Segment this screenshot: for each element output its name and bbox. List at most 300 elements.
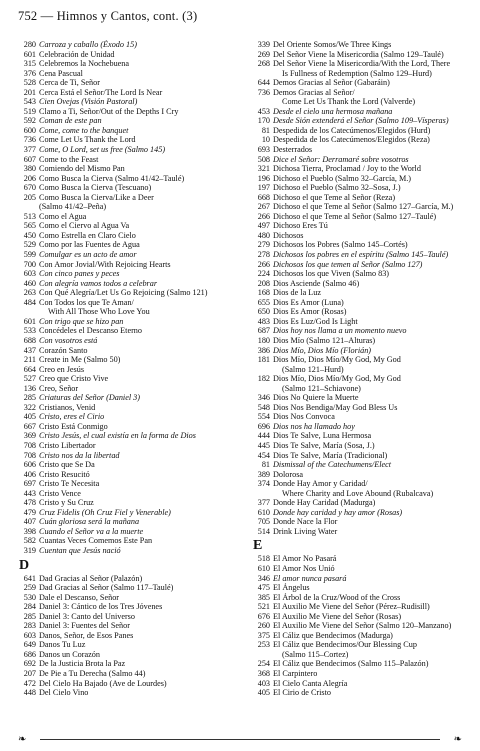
entry-continuation: Where Charity and Love Abound (Rubalcava) bbox=[282, 488, 434, 498]
index-entry bbox=[18, 593, 246, 603]
entry-title: Dichoso el que Teme al Señor (Salmo 127–Taulé) bbox=[273, 211, 437, 221]
index-entry bbox=[252, 412, 474, 422]
entry-title: Como el Ciervo al Agua Va bbox=[39, 221, 130, 231]
entry-title: Con alegría vamos todos a celebrar bbox=[39, 278, 158, 288]
entry-title: Donde Nace la Flor bbox=[273, 517, 338, 527]
entry-number: 514 bbox=[257, 526, 270, 536]
index-entry bbox=[252, 583, 474, 593]
index-entry bbox=[18, 508, 246, 518]
index-entry bbox=[252, 298, 474, 308]
entry-number: 170 bbox=[257, 116, 270, 126]
entry-title: Como Busca la Cierva/Like a Deer bbox=[39, 192, 154, 202]
entry-number: 655 bbox=[257, 297, 270, 307]
index-entry bbox=[252, 431, 474, 441]
index-entry bbox=[18, 650, 246, 660]
entry-title: El Auxilio Me Viene del Señor (Pérez–Rudisill) bbox=[273, 602, 430, 612]
entry-number: 208 bbox=[257, 278, 270, 288]
entry-number: 207 bbox=[23, 669, 36, 678]
index-entry bbox=[252, 593, 474, 603]
index-entry bbox=[18, 640, 246, 650]
entry-title: Cena Pascual bbox=[39, 68, 83, 78]
index-entry bbox=[18, 269, 246, 279]
entry-title: Del Cielo Ha Bajado (Ave de Lourdes) bbox=[39, 678, 167, 688]
entry-title: Cristo Vence bbox=[39, 488, 81, 498]
entry-number: 472 bbox=[23, 678, 36, 688]
index-entry bbox=[18, 546, 246, 556]
entry-title: Concédeles el Descanso Eterno bbox=[39, 326, 142, 336]
index-entry bbox=[252, 183, 474, 193]
fleuron-left-icon: ❧ bbox=[18, 734, 27, 745]
entry-number: 601 bbox=[23, 316, 36, 326]
entry-number: 285 bbox=[23, 393, 36, 403]
entry-number: 600 bbox=[23, 125, 36, 135]
index-entry bbox=[252, 470, 474, 480]
index-entry bbox=[252, 107, 474, 117]
entry-number: 405 bbox=[23, 412, 36, 422]
entry-number: 284 bbox=[23, 602, 36, 612]
entry-title: Celebración de Unidad bbox=[39, 49, 115, 59]
entry-title: Como por las Fuentes de Agua bbox=[39, 240, 140, 250]
entry-number: 453 bbox=[257, 106, 270, 116]
entry-title: Donde Hay Amor y Caridad/ bbox=[273, 479, 368, 489]
index-entry bbox=[252, 307, 474, 317]
index-entry bbox=[18, 365, 246, 375]
entry-title: Dichoso el Pueblo (Salmo 32–García, M.) bbox=[273, 173, 412, 183]
entry-title: Dios Es Amor (Luna) bbox=[273, 297, 344, 307]
index-entry bbox=[18, 631, 246, 641]
entry-number: 263 bbox=[23, 288, 36, 298]
entry-number: 521 bbox=[257, 602, 270, 612]
index-entry bbox=[18, 355, 246, 365]
entry-title: Drink Living Water bbox=[273, 526, 338, 536]
entry-number: 693 bbox=[257, 145, 270, 155]
index-entry bbox=[252, 78, 474, 88]
index-entry bbox=[18, 536, 246, 546]
entry-number: 368 bbox=[257, 669, 270, 678]
entry-number: 668 bbox=[257, 192, 270, 202]
entry-number: 607 bbox=[23, 154, 36, 164]
index-entry bbox=[252, 126, 474, 136]
entry-number: 380 bbox=[23, 164, 36, 174]
entry-number: 687 bbox=[257, 326, 270, 336]
entry-number: 81 bbox=[261, 125, 270, 135]
index-entry bbox=[252, 612, 474, 622]
entry-number: 81 bbox=[261, 460, 270, 470]
entry-title: Dichosos los Pobres (Salmo 145–Cortés) bbox=[273, 240, 408, 250]
entry-number: 460 bbox=[23, 278, 36, 288]
entry-title: Dismissal of the Catechumens/Elect bbox=[273, 460, 392, 470]
entry-number: 407 bbox=[23, 517, 36, 527]
entry-title: Dichosos bbox=[273, 230, 304, 240]
index-entry bbox=[18, 69, 246, 79]
entry-title: Con Qué Alegría/Let Us Go Rejoicing (Salmo 121) bbox=[39, 288, 208, 298]
entry-number: 705 bbox=[257, 517, 270, 527]
index-entry bbox=[18, 346, 246, 356]
entry-number: 599 bbox=[23, 250, 36, 260]
entry-number: 548 bbox=[257, 402, 270, 412]
entry-title: Dichoso Eres Tú bbox=[273, 221, 328, 231]
index-entry bbox=[18, 317, 246, 327]
entry-number: 565 bbox=[23, 221, 36, 231]
entry-title: Con trigo que se hizo pan bbox=[39, 316, 124, 326]
index-entry bbox=[252, 508, 474, 518]
entry-title: Con cinco panes y peces bbox=[39, 269, 120, 279]
entry-title: Come Let Us Thank the Lord bbox=[39, 135, 136, 145]
entry-title: El amor nunca pasará bbox=[273, 573, 347, 583]
page-header: 752 — Himnos y Cantos, cont. (3) bbox=[18, 9, 198, 23]
entry-title: Cuentan que Jesús nació bbox=[39, 545, 121, 555]
entry-number: 478 bbox=[23, 498, 36, 508]
entry-title: El Auxilio Me Viene del Señor (Salmo 120–Manzano) bbox=[273, 621, 452, 631]
entry-number: 405 bbox=[257, 688, 270, 698]
entry-title: Criaturas del Señor (Daniel 3) bbox=[39, 393, 140, 403]
entry-number: 376 bbox=[23, 68, 36, 78]
entry-title: Donde Hay Caridad (Madurga) bbox=[273, 498, 376, 508]
entry-title: Create in Me (Salmo 50) bbox=[39, 355, 121, 365]
index-entry bbox=[18, 669, 246, 679]
entry-number: 610 bbox=[257, 507, 270, 517]
entry-number: 377 bbox=[257, 498, 270, 508]
index-entry bbox=[252, 279, 474, 289]
entry-number: 528 bbox=[23, 78, 36, 88]
entry-title: Del Cielo Vino bbox=[39, 688, 89, 698]
entry-title: El Carpintero bbox=[273, 669, 318, 678]
entry-number: 180 bbox=[257, 335, 270, 345]
index-entry bbox=[18, 393, 246, 403]
index-entry bbox=[18, 250, 246, 260]
index-column-right bbox=[252, 40, 474, 698]
index-entry bbox=[18, 97, 246, 107]
entry-number: 315 bbox=[23, 59, 36, 69]
index-entry bbox=[18, 621, 246, 631]
entry-title: Come, come to the banquet bbox=[39, 125, 129, 135]
index-entry bbox=[18, 135, 246, 145]
index-entry bbox=[18, 336, 246, 346]
entry-title: Dios Nos Bendiga/May God Bless Us bbox=[273, 402, 398, 412]
entry-number: 708 bbox=[23, 450, 36, 460]
entry-number: 519 bbox=[23, 106, 36, 116]
entry-title: Como el Agua bbox=[39, 211, 87, 221]
entry-number: 279 bbox=[257, 240, 270, 250]
section-letter-d: D bbox=[19, 557, 30, 573]
entry-title: Comulgar es un acto de amor bbox=[39, 250, 137, 260]
entry-title: Dios Mío, Dios Mío/My God, My God bbox=[273, 355, 401, 365]
entry-title: Dichosos los que temen al Señor (Salmo 127) bbox=[273, 259, 423, 269]
entry-number: 454 bbox=[257, 450, 270, 460]
entry-title: Con Todos los que Te Aman/ bbox=[39, 297, 134, 307]
entry-number: 649 bbox=[23, 640, 36, 650]
index-entry bbox=[18, 479, 246, 489]
entry-title: Cuando el Señor va a la muerte bbox=[39, 526, 144, 536]
index-entry bbox=[18, 574, 246, 584]
index-entry bbox=[18, 260, 246, 270]
entry-title: Cuantas Veces Comemos Este Pan bbox=[39, 536, 153, 546]
index-entry bbox=[18, 441, 246, 451]
entry-title: Carroza y caballo (Éxodo 15) bbox=[39, 40, 137, 49]
entry-title: El Cielo Canta Alegría bbox=[273, 678, 348, 688]
entry-title: Dichoso el Pueblo (Salmo 32–Sosa, J.) bbox=[273, 183, 401, 193]
entry-number: 319 bbox=[23, 545, 36, 555]
entry-number: 278 bbox=[257, 250, 270, 260]
index-entry bbox=[252, 288, 474, 298]
index-entry bbox=[252, 574, 474, 584]
index-entry bbox=[18, 412, 246, 422]
index-entry bbox=[252, 527, 474, 537]
index-entry bbox=[18, 212, 246, 222]
entry-number: 322 bbox=[23, 402, 36, 412]
entry-title: Dale el Descanso, Señor bbox=[39, 592, 120, 602]
index-entry bbox=[18, 78, 246, 88]
entry-title: Dice el Señor: Derramaré sobre vosotros bbox=[273, 154, 409, 164]
index-entry bbox=[252, 221, 474, 231]
entry-number: 254 bbox=[257, 659, 270, 669]
index-entry bbox=[252, 202, 474, 212]
index-entry bbox=[252, 40, 474, 50]
entry-title: Dios hoy nos llama a un momento nuevo bbox=[273, 326, 407, 336]
index-entry bbox=[252, 193, 474, 203]
index-entry bbox=[252, 145, 474, 155]
entry-title: Desde el cielo una hermosa mañana bbox=[273, 106, 393, 116]
index-column-left bbox=[18, 40, 246, 698]
index-entry bbox=[252, 517, 474, 527]
entry-title: Cristo Resucitó bbox=[39, 469, 90, 479]
index-entry bbox=[18, 489, 246, 499]
entry-title: Creo que Cristo Vive bbox=[39, 374, 109, 384]
entry-number: 10 bbox=[261, 135, 270, 145]
entry-number: 479 bbox=[23, 507, 36, 517]
index-entry bbox=[252, 659, 474, 669]
index-entry bbox=[252, 679, 474, 689]
entry-continuation: (Salmo 121–Schiavone) bbox=[282, 383, 361, 393]
index-entry bbox=[18, 326, 246, 336]
index-entry bbox=[252, 135, 474, 145]
entry-title: Dichoso el que Teme al Señor (Reza) bbox=[273, 192, 396, 202]
index-entry bbox=[18, 612, 246, 622]
index-entry bbox=[18, 50, 246, 60]
index-entry bbox=[18, 384, 246, 394]
entry-number: 603 bbox=[23, 269, 36, 279]
entry-title: Con Amor Jovial/With Rejoicing Hearts bbox=[39, 259, 171, 269]
entry-number: 688 bbox=[23, 335, 36, 345]
index-entry bbox=[252, 355, 474, 365]
entry-title: Como Estrella en Claro Cielo bbox=[39, 230, 136, 240]
entry-number: 543 bbox=[23, 97, 36, 107]
index-entry bbox=[18, 583, 246, 593]
index-entry bbox=[252, 59, 474, 69]
entry-title: Dios Es Luz/God Is Light bbox=[273, 316, 358, 326]
index-entry bbox=[252, 564, 474, 574]
entry-number: 483 bbox=[257, 316, 270, 326]
index-entry bbox=[252, 346, 474, 356]
index-entry bbox=[252, 441, 474, 451]
entry-number: 692 bbox=[23, 659, 36, 669]
entry-number: 136 bbox=[23, 383, 36, 393]
entry-title: De la Justicia Brota la Paz bbox=[39, 659, 126, 669]
entry-number: 253 bbox=[257, 640, 270, 650]
index-entry bbox=[252, 250, 474, 260]
entry-number: 497 bbox=[257, 221, 270, 231]
index-entry bbox=[18, 517, 246, 527]
entry-title: El Amor Nos Unió bbox=[273, 563, 335, 573]
entry-title: Cerca Está el Señor/The Lord Is Near bbox=[39, 87, 163, 97]
index-entry bbox=[18, 422, 246, 432]
entry-title: Cristo que Se Da bbox=[39, 460, 95, 470]
entry-title: (Salmo 41/42–Peña) bbox=[39, 202, 107, 212]
entry-number: 644 bbox=[257, 78, 270, 88]
index-entry bbox=[18, 202, 246, 212]
entry-title: Como Busca la Cierva (Salmo 41/42–Taulé) bbox=[39, 173, 185, 183]
index-entry bbox=[18, 498, 246, 508]
entry-title: Comiendo del Mismo Pan bbox=[39, 164, 125, 174]
index-entry bbox=[252, 479, 474, 489]
entry-number: 700 bbox=[23, 259, 36, 269]
entry-number: 403 bbox=[257, 678, 270, 688]
index-entry bbox=[252, 498, 474, 508]
entry-title: Desde Sión extenderá el Señor (Salmo 109–Vísperas) bbox=[273, 116, 449, 126]
entry-title: Cristo Libertador bbox=[39, 440, 96, 450]
index-entry bbox=[252, 231, 474, 241]
index-entry bbox=[18, 659, 246, 669]
index-entry bbox=[252, 460, 474, 470]
entry-number: 406 bbox=[23, 469, 36, 479]
index-entry bbox=[252, 116, 474, 126]
entry-title: Dios Asciende (Salmo 46) bbox=[273, 278, 360, 288]
entry-number: 530 bbox=[23, 592, 36, 602]
index-entry bbox=[18, 221, 246, 231]
entry-number: 484 bbox=[23, 297, 36, 307]
entry-number: 533 bbox=[23, 326, 36, 336]
entry-number: 601 bbox=[23, 49, 36, 59]
entry-number: 443 bbox=[23, 488, 36, 498]
entry-number: 260 bbox=[257, 621, 270, 631]
index-entry bbox=[18, 193, 246, 203]
index-entry bbox=[18, 374, 246, 384]
index-entry bbox=[252, 554, 474, 564]
index-entry bbox=[252, 631, 474, 641]
entry-number: 508 bbox=[257, 154, 270, 164]
entry-title: Dios Te Salve, Luna Hermosa bbox=[273, 431, 372, 441]
entry-number: 339 bbox=[257, 40, 270, 49]
entry-title: Demos Gracias al Señor/ bbox=[273, 87, 355, 97]
index-entry bbox=[252, 212, 474, 222]
index-entry bbox=[252, 164, 474, 174]
index-entry bbox=[18, 240, 246, 250]
index-entry bbox=[252, 336, 474, 346]
entry-title: El Amor No Pasará bbox=[273, 554, 337, 564]
entry-number: 650 bbox=[257, 307, 270, 317]
index-entry bbox=[18, 59, 246, 69]
entry-number: 518 bbox=[257, 554, 270, 564]
index-entry bbox=[18, 279, 246, 289]
entry-number: 211 bbox=[24, 355, 36, 365]
entry-title: El Cirio de Cristo bbox=[273, 688, 331, 698]
entry-title: Cristo, eres el Cirio bbox=[39, 412, 105, 422]
entry-title: Come to the Feast bbox=[39, 154, 99, 164]
entry-continuation: (Salmo 115–Cortez) bbox=[282, 649, 349, 659]
entry-title: Despedida de los Catecúmenos/Elegidos (Reza) bbox=[273, 135, 430, 145]
entry-continuation: (Salmo 121–Hurd) bbox=[282, 364, 344, 374]
entry-number: 610 bbox=[257, 563, 270, 573]
entry-title: Despedida de los Catecúmenos/Elegidos (Hurd) bbox=[273, 125, 431, 135]
index-entry bbox=[18, 470, 246, 480]
index-entry bbox=[18, 88, 246, 98]
entry-number: 606 bbox=[23, 460, 36, 470]
index-entry bbox=[18, 155, 246, 165]
entry-number: 444 bbox=[257, 431, 270, 441]
entry-number: 708 bbox=[23, 440, 36, 450]
entry-number: 480 bbox=[257, 230, 270, 240]
footer-rule bbox=[40, 739, 440, 740]
entry-number: 445 bbox=[257, 440, 270, 450]
entry-title: Dios Nos Convoca bbox=[273, 412, 335, 422]
entry-number: 448 bbox=[23, 688, 36, 698]
entry-title: Dichosa Tierra, Proclamad / Joy to the World bbox=[273, 164, 421, 174]
index-entry bbox=[18, 116, 246, 126]
index-entry bbox=[18, 460, 246, 470]
entry-number: 437 bbox=[23, 345, 36, 355]
entry-title: Dios de la Luz bbox=[273, 288, 321, 298]
entry-title: El Cáliz que Bendecimos (Madurga) bbox=[273, 630, 393, 640]
entry-number: 346 bbox=[257, 393, 270, 403]
entry-number: 224 bbox=[257, 269, 270, 279]
index-entry bbox=[18, 431, 246, 441]
index-entry bbox=[18, 107, 246, 117]
entry-title: El Árbol de la Cruz/Wood of the Cross bbox=[273, 592, 401, 602]
entry-number: 554 bbox=[257, 412, 270, 422]
index-entry bbox=[252, 326, 474, 336]
index-entry bbox=[18, 145, 246, 155]
index-entry bbox=[18, 183, 246, 193]
entry-title: Del Oriente Somos/We Three Kings bbox=[273, 40, 392, 49]
index-entry bbox=[18, 688, 246, 698]
index-entry bbox=[18, 679, 246, 689]
index-entry bbox=[252, 260, 474, 270]
entry-number: 664 bbox=[23, 364, 36, 374]
entry-number: 386 bbox=[257, 345, 270, 355]
entry-title: Cristo Jesús, el cual existía en la forma de Dios bbox=[39, 431, 196, 441]
index-entry bbox=[252, 669, 474, 679]
entry-number: 641 bbox=[23, 573, 36, 583]
entry-number: 196 bbox=[257, 173, 270, 183]
entry-title: Creo en Jesús bbox=[39, 364, 85, 374]
entry-title: Dichosos los que Viven (Salmo 83) bbox=[273, 269, 390, 279]
entry-number: 266 bbox=[257, 259, 270, 269]
entry-title: Cristo y Su Cruz bbox=[39, 498, 94, 508]
index-entry bbox=[252, 422, 474, 432]
entry-number: 389 bbox=[257, 469, 270, 479]
index-entry bbox=[18, 451, 246, 461]
index-entry bbox=[252, 451, 474, 461]
entry-number: 375 bbox=[257, 630, 270, 640]
entry-title: Con vosotros está bbox=[39, 335, 98, 345]
page-footer-ornament bbox=[18, 734, 462, 746]
index-entry bbox=[252, 269, 474, 279]
index-entry bbox=[18, 40, 246, 50]
entry-number: 398 bbox=[23, 526, 36, 536]
entry-number: 285 bbox=[23, 611, 36, 621]
entry-number: 667 bbox=[23, 421, 36, 431]
entry-number: 736 bbox=[23, 135, 36, 145]
index-entry bbox=[252, 155, 474, 165]
entry-title: Cuán gloriosa será la mañana bbox=[39, 517, 140, 527]
entry-title: Del Señor Viene la Misericordia (Salmo 129–Taulé) bbox=[273, 49, 444, 59]
entry-title: Come, O Lord, set us free (Salmo 145) bbox=[39, 145, 166, 155]
index-entry bbox=[18, 602, 246, 612]
entry-number: 592 bbox=[23, 116, 36, 126]
index-entry bbox=[252, 317, 474, 327]
index-entry bbox=[252, 240, 474, 250]
index-entry bbox=[18, 231, 246, 241]
